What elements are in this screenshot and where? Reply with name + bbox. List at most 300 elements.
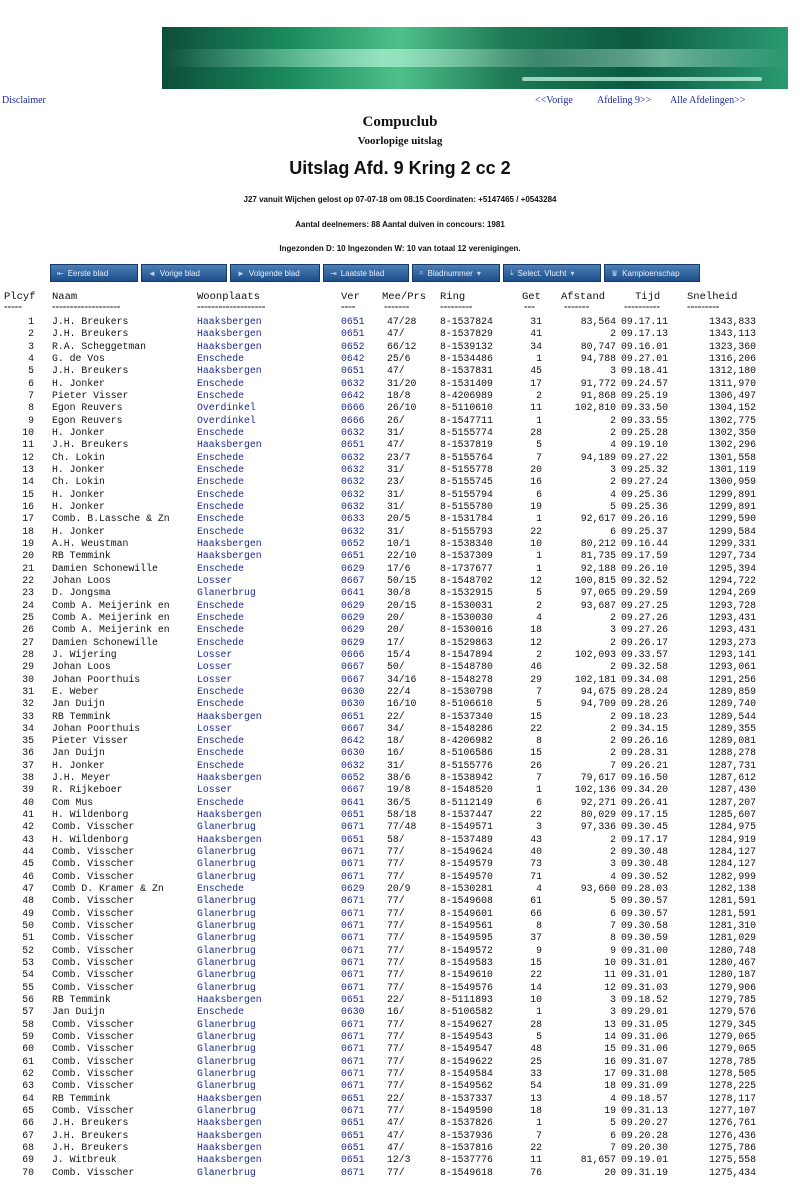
cell-afstand: 2 [610,747,616,759]
cell-snelheid: 1289,081 [708,735,756,747]
cell-get: 5 [536,587,542,599]
cell-meeprs: 26/ [387,414,405,426]
cell-naam: Comb. Visscher [52,1055,135,1067]
cell-snelheid: 1279,065 [708,1031,756,1043]
next-division-link[interactable]: Afdeling 9>> [597,95,652,106]
cell-plcyf: 19 [22,537,34,549]
cell-snelheid: 1276,761 [708,1117,756,1129]
cell-ring: 8-1549608 [440,895,493,907]
cell-get: 33 [530,1068,542,1080]
cell-naam: Comb. Visscher [52,821,135,833]
cell-tijd: 09.28.24 [621,685,669,697]
first-page-icon: ⇤ [57,268,64,278]
cell-ver: 0632 [341,500,365,512]
cell-get: 17 [530,377,542,389]
cell-afstand: 9 [610,944,616,956]
cell-afstand: 7 [610,759,616,771]
cell-naam: H. Jonker [52,377,105,389]
cell-woonplaats: Enschede [197,500,245,512]
cell-afstand: 3 [610,994,616,1006]
cell-ver: 0667 [341,661,365,673]
cell-ring: 8-4206982 [440,735,493,747]
cell-get: 12 [530,636,542,648]
cell-snelheid: 1284,127 [708,858,756,870]
cell-naam: H. Wildenborg [52,809,129,821]
cell-naam: Comb. Visscher [52,1031,135,1043]
previous-link[interactable]: <<Vorige [535,95,573,106]
cell-get: 43 [530,833,542,845]
cell-woonplaats: Glanerbrug [197,932,256,944]
cell-naam: Com Mus [52,796,94,808]
cell-get: 10 [530,994,542,1006]
cell-ver: 0671 [341,932,365,944]
cell-ring: 8-1537309 [440,550,493,562]
cell-ring: 8-5155794 [440,488,493,500]
cell-snelheid: 1284,127 [708,846,756,858]
cell-ver: 0652 [341,537,365,549]
cell-tijd: 09.31.03 [621,981,669,993]
cell-ring: 8-5106610 [440,698,493,710]
cell-woonplaats: Haaksbergen [197,328,262,340]
cell-naam: Comb. Visscher [52,895,135,907]
cell-meeprs: 47/ [387,1129,405,1141]
cell-plcyf: 66 [22,1117,34,1129]
cell-snelheid: 1299,590 [708,513,756,525]
cell-woonplaats: Haaksbergen [197,772,262,784]
cell-meeprs: 77/ [387,969,405,981]
cell-ver: 0671 [341,1055,365,1067]
cell-meeprs: 31/ [387,488,405,500]
cell-woonplaats: Enschede [197,476,245,488]
cell-tijd: 09.34.15 [621,722,669,734]
cell-meeprs: 22/ [387,710,405,722]
cell-ver: 0671 [341,1080,365,1092]
cell-ring: 8-1537776 [440,1154,493,1166]
cell-afstand: 8 [610,932,616,944]
cell-meeprs: 77/ [387,1043,405,1055]
page-number-dropdown[interactable]: ⌕ Bladnummer ▾ [412,264,500,282]
championship-button[interactable]: ♛ Kampioenschap [604,264,700,282]
cell-woonplaats: Glanerbrug [197,1043,256,1055]
cell-snelheid: 1279,065 [708,1043,756,1055]
cell-snelheid: 1289,355 [708,722,756,734]
cell-woonplaats: Glanerbrug [197,920,256,932]
cell-ver: 0666 [341,414,365,426]
cell-snelheid: 1279,906 [708,981,756,993]
cell-plcyf: 12 [22,451,34,463]
cell-woonplaats: Glanerbrug [197,846,256,858]
cell-naam: H. Jonker [52,500,105,512]
cell-snelheid: 1287,207 [708,796,756,808]
cell-meeprs: 77/ [387,1031,405,1043]
cell-plcyf: 36 [22,747,34,759]
cell-woonplaats: Glanerbrug [197,895,256,907]
cell-snelheid: 1291,256 [708,673,756,685]
cell-snelheid: 1311,970 [708,377,756,389]
cell-get: 7 [536,1129,542,1141]
cell-naam: H. Jonker [52,463,105,475]
cell-woonplaats: Haaksbergen [197,1141,262,1153]
cell-plcyf: 56 [22,994,34,1006]
cell-meeprs: 50/15 [387,574,417,586]
cell-tijd: 09.31.19 [621,1166,669,1178]
cell-tijd: 09.29.59 [621,587,669,599]
cell-snelheid: 1312,180 [708,365,756,377]
cell-afstand: 102,810 [574,402,616,414]
cell-afstand: 2 [610,414,616,426]
cell-meeprs: 16/10 [387,698,417,710]
cell-get: 26 [530,759,542,771]
cell-naam: J.H. Breukers [52,316,129,327]
cell-afstand: 5 [610,500,616,512]
cell-woonplaats: Haaksbergen [197,1154,262,1166]
cell-woonplaats: Haaksbergen [197,1092,262,1104]
cell-ring: 8-1548520 [440,784,493,796]
cell-woonplaats: Overdinkel [197,402,256,414]
cell-naam: Jan Duijn [52,747,105,759]
cell-ring: 8-5155776 [440,759,493,771]
cell-meeprs: 22/ [387,1092,405,1104]
cell-plcyf: 22 [22,574,34,586]
cell-snelheid: 1281,310 [708,920,756,932]
cell-plcyf: 14 [22,476,34,488]
header-banner-image [162,27,788,89]
cell-ring: 8-1549543 [440,1031,493,1043]
cell-get: 18 [530,624,542,636]
cell-woonplaats: Enschede [197,525,245,537]
cell-ring: 8-1549601 [440,907,493,919]
cell-snelheid: 1278,117 [708,1092,756,1104]
cell-snelheid: 1343,113 [708,328,756,340]
cell-ring: 8-5155745 [440,476,493,488]
cell-ring: 8-1549595 [440,932,493,944]
cell-ring: 8-1537826 [440,1117,493,1129]
cell-tijd: 09.17.13 [621,328,669,340]
cell-meeprs: 23/ [387,476,405,488]
col-ring: Ring [440,291,466,303]
cell-woonplaats: Losser [197,648,233,660]
cell-tijd: 09.30.45 [621,821,669,833]
page-toolbar [50,264,700,282]
cell-snelheid: 1289,544 [708,710,756,722]
cell-afstand: 17 [604,1068,616,1080]
cell-ver: 0632 [341,426,365,438]
cell-woonplaats: Enschede [197,377,245,389]
cell-snelheid: 1280,748 [708,944,756,956]
cell-ver: 0632 [341,476,365,488]
cell-afstand: 83,564 [580,316,616,327]
cell-woonplaats: Enschede [197,352,245,364]
cell-tijd: 09.30.48 [621,858,669,870]
cell-ring: 8-1549571 [440,821,493,833]
cell-tijd: 09.24.57 [621,377,669,389]
cell-ver: 0651 [341,365,365,377]
cell-ver: 0651 [341,550,365,562]
cell-naam: J.H. Meyer [52,772,111,784]
cell-snelheid: 1284,975 [708,821,756,833]
cell-naam: J.H. Breukers [52,439,129,451]
cell-ring: 8-1549547 [440,1043,493,1055]
cell-meeprs: 10/1 [387,537,411,549]
cell-ring: 8-1549590 [440,1105,493,1116]
cell-get: 22 [530,1141,542,1153]
cell-plcyf: 50 [22,920,34,932]
cell-plcyf: 45 [22,858,34,870]
cell-afstand: 11 [604,969,616,981]
cell-ring: 8-5112149 [440,796,493,808]
cell-ring: 8-5111893 [440,994,493,1006]
cell-snelheid: 1287,612 [708,772,756,784]
cell-ring: 8-5155780 [440,500,493,512]
cell-woonplaats: Haaksbergen [197,1129,262,1141]
cell-ring: 8-1537819 [440,439,493,451]
cell-afstand: 81,735 [580,550,616,562]
col-woonplaats: Woonplaats [197,291,261,303]
cell-meeprs: 77/ [387,932,405,944]
cell-tijd: 09.31.07 [621,1055,669,1067]
cell-woonplaats: Enschede [197,759,245,771]
cell-tijd: 09.31.01 [621,957,669,969]
cell-ring: 8-1537337 [440,1092,493,1104]
cell-ring: 8-1549561 [440,920,493,932]
cell-tijd: 09.25.36 [621,488,669,500]
cell-snelheid: 1299,891 [708,500,756,512]
cell-snelheid: 1280,187 [708,969,756,981]
cell-snelheid: 1316,206 [708,352,756,364]
cell-meeprs: 30/8 [387,587,411,599]
cell-get: 54 [530,1080,542,1092]
cell-plcyf: 48 [22,895,34,907]
cell-afstand: 4 [610,870,616,882]
cell-woonplaats: Glanerbrug [197,944,256,956]
cell-get: 5 [536,1031,542,1043]
cell-ver: 0671 [341,1018,365,1030]
select-flight-dropdown[interactable]: ⤓ Select. Vlucht ▾ [503,264,601,282]
cell-get: 15 [530,957,542,969]
cell-ring: 8-1549584 [440,1068,493,1080]
cell-meeprs: 77/ [387,920,405,932]
cell-snelheid: 1276,436 [708,1129,756,1141]
cell-afstand: 2 [610,722,616,734]
cell-plcyf: 64 [22,1092,34,1104]
cell-woonplaats: Losser [197,574,233,586]
cell-plcyf: 60 [22,1043,34,1055]
cell-tijd: 09.31.05 [621,1018,669,1030]
cell-afstand: 12 [604,981,616,993]
cell-naam: E. Weber [52,685,100,697]
cell-naam: J.H. Breukers [52,328,129,340]
cell-snelheid: 1293,431 [708,611,756,623]
disclaimer-link[interactable]: Disclaimer [2,95,46,106]
cell-tijd: 09.33.57 [621,648,669,660]
cell-woonplaats: Glanerbrug [197,1105,256,1116]
cell-woonplaats: Haaksbergen [197,550,262,562]
cell-naam: Ch. Lokin [52,476,105,488]
cell-get: 25 [530,1055,542,1067]
cell-afstand: 92,617 [580,513,616,525]
cell-woonplaats: Enschede [197,636,245,648]
cell-get: 4 [536,611,542,623]
first-page-button[interactable]: ⇤ Eerste blad [50,264,138,282]
arrow-right-icon: ► [237,268,245,278]
cell-tijd: 09.20.28 [621,1129,669,1141]
cell-tijd: 09.31.06 [621,1043,669,1055]
cell-ver: 0642 [341,352,365,364]
cell-snelheid: 1302,775 [708,414,756,426]
cell-afstand: 80,747 [580,340,616,352]
cell-tijd: 09.30.59 [621,932,669,944]
cell-get: 5 [536,439,542,451]
search-icon: ⌕ [419,268,424,277]
cell-meeprs: 47/ [387,328,405,340]
banner-streak [522,77,762,81]
cell-naam: A.H. Weustman [52,537,129,549]
cell-get: 9 [536,944,542,956]
cell-snelheid: 1295,394 [708,562,756,574]
cell-plcyf: 18 [22,525,34,537]
cell-naam: Comb. B.Lassche & Zn [52,513,170,525]
cell-meeprs: 47/28 [387,316,417,327]
cell-naam: J.H. Breukers [52,1141,129,1153]
cell-meeprs: 77/ [387,1018,405,1030]
cell-ver: 0671 [341,846,365,858]
cell-plcyf: 23 [22,587,34,599]
col-plcyf: Plcyf [4,291,36,303]
cell-tijd: 09.30.57 [621,895,669,907]
cell-ring: 8-1549624 [440,846,493,858]
cell-afstand: 2 [610,833,616,845]
cell-afstand: 100,815 [574,574,616,586]
cell-afstand: 4 [610,488,616,500]
cell-naam: Ch. Lokin [52,451,105,463]
cell-get: 66 [530,907,542,919]
cell-tijd: 09.18.52 [621,994,669,1006]
cell-plcyf: 59 [22,1031,34,1043]
cell-ver: 0632 [341,525,365,537]
cell-ring: 8-1549576 [440,981,493,993]
cell-plcyf: 49 [22,907,34,919]
cell-get: 14 [530,981,542,993]
cell-meeprs: 77/48 [387,821,417,833]
cell-tijd: 09.31.08 [621,1068,669,1080]
cell-ver: 0632 [341,488,365,500]
cell-snelheid: 1279,345 [708,1018,756,1030]
cell-afstand: 6 [610,525,616,537]
cell-ver: 0651 [341,1129,365,1141]
cell-ring: 8-5155764 [440,451,493,463]
cell-naam: RB Temmink [52,550,111,562]
cell-plcyf: 44 [22,846,34,858]
cell-meeprs: 77/ [387,1166,405,1178]
cell-ring: 8-1537816 [440,1141,493,1153]
cell-ver: 0629 [341,883,365,895]
cell-plcyf: 6 [28,377,34,389]
cell-meeprs: 20/9 [387,883,411,895]
cell-plcyf: 67 [22,1129,34,1141]
cell-afstand: 79,617 [580,772,616,784]
cell-ring: 8-1538942 [440,772,493,784]
cell-meeprs: 50/ [387,661,405,673]
cell-get: 1 [536,513,542,525]
cell-naam: Comb. Visscher [52,1105,135,1116]
cell-ring: 8-5155793 [440,525,493,537]
cell-naam: D. Jongsma [52,587,111,599]
cell-tijd: 09.17.11 [621,316,669,327]
cell-plcyf: 8 [28,402,34,414]
cell-plcyf: 62 [22,1068,34,1080]
cell-naam: R. Rijkeboer [52,784,123,796]
cell-ring: 8-1549572 [440,944,493,956]
cell-tijd: 09.25.32 [621,463,669,475]
cell-ver: 0666 [341,648,365,660]
cell-ring: 8-1530030 [440,611,493,623]
cell-woonplaats: Glanerbrug [197,981,256,993]
cell-plcyf: 68 [22,1141,34,1153]
cell-woonplaats: Haaksbergen [197,994,262,1006]
cell-ver: 0651 [341,439,365,451]
cell-ring: 8-4206989 [440,389,493,401]
cell-ver: 0651 [341,1154,365,1166]
cell-meeprs: 77/ [387,1068,405,1080]
cell-afstand: 10 [604,957,616,969]
cell-afstand: 7 [610,920,616,932]
cell-ver: 0641 [341,587,365,599]
cell-naam: RB Temmink [52,1092,111,1104]
cell-woonplaats: Glanerbrug [197,1055,256,1067]
cell-naam: H. Jonker [52,488,105,500]
cell-ver: 0629 [341,611,365,623]
cell-snelheid: 1299,584 [708,525,756,537]
previous-page-button[interactable]: ◄ Vorige blad [141,264,227,282]
cell-naam: J.H. Breukers [52,1117,129,1129]
cell-ver: 0671 [341,1031,365,1043]
cell-afstand: 80,212 [580,537,616,549]
cell-naam: Comb A. Meijerink en [52,611,170,623]
cell-tijd: 09.27.26 [621,624,669,636]
cell-afstand: 4 [610,439,616,451]
cell-meeprs: 77/ [387,944,405,956]
col-naam: Naam [52,291,78,303]
next-page-button[interactable]: ► Volgende blad [230,264,320,282]
cell-snelheid: 1293,273 [708,636,756,648]
cell-woonplaats: Glanerbrug [197,1166,256,1178]
cell-tijd: 09.28.31 [621,747,669,759]
cell-meeprs: 77/ [387,1080,405,1092]
cell-meeprs: 18/8 [387,389,411,401]
cell-get: 1 [536,1117,542,1129]
cell-woonplaats: Haaksbergen [197,833,262,845]
cell-plcyf: 4 [28,352,34,364]
cell-plcyf: 2 [28,328,34,340]
cell-get: 28 [530,426,542,438]
cell-woonplaats: Overdinkel [197,414,256,426]
cell-get: 4 [536,883,542,895]
cell-tijd: 09.30.52 [621,870,669,882]
cell-afstand: 94,709 [580,698,616,710]
all-divisions-link[interactable]: Alle Afdelingen>> [670,95,746,106]
cell-plcyf: 41 [22,809,34,821]
cell-ring: 8-1537936 [440,1129,493,1141]
cell-meeprs: 36/5 [387,796,411,808]
cell-tijd: 09.31.00 [621,944,669,956]
cell-snelheid: 1278,225 [708,1080,756,1092]
cell-ver: 0632 [341,463,365,475]
last-page-button[interactable]: ⇥ Laatste blad [323,264,409,282]
entries-info: Ingezonden D: 10 Ingezonden W: 10 van totaal 12 verenigingen. [279,244,521,253]
cell-afstand: 7 [610,1141,616,1153]
cell-plcyf: 46 [22,870,34,882]
cell-ring: 8-1539132 [440,340,493,352]
